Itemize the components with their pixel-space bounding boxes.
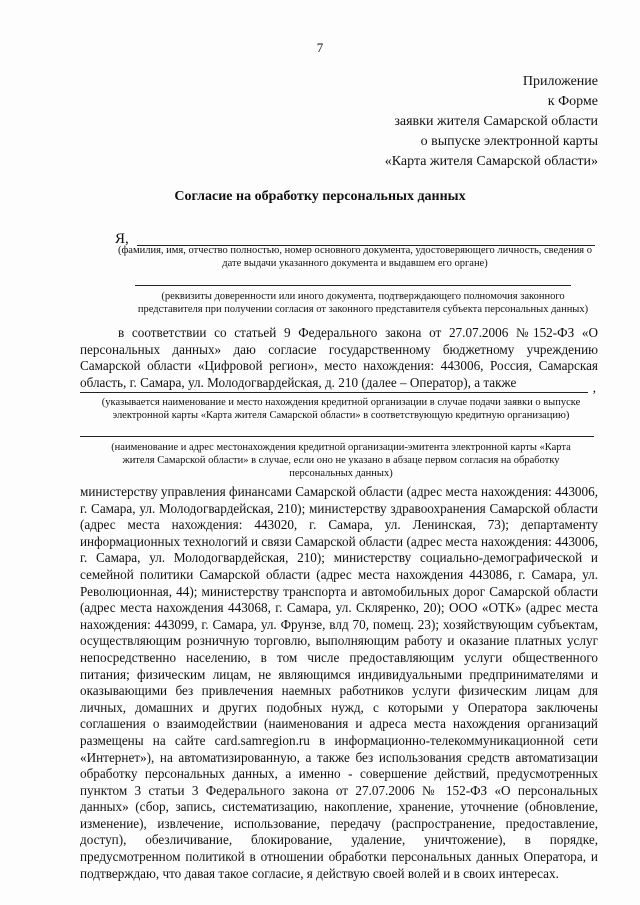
appendix-line-2: к Форме — [547, 94, 598, 109]
issuer-caption: (наименование и адрес местонахождения кредитной организации-эмитента электронной карты «Карта жителя Самарской области» в случае, если оно не указано в абзаце первом согласия на обработку персональных данных) — [111, 442, 571, 479]
appendix-line-5: «Карта жителя Самарской области» — [384, 154, 598, 169]
fio-caption: (фамилия, имя, отчество полностью, номер основного документа, удостоверяющего личность, сведения о дате выдачи указанного документа и выдавшем его органе) — [117, 245, 593, 269]
consent-body-text: министерству управления финансами Самарской области (адрес места нахождения: 443006, г. Самара, ул. Молодогвардейская, 210); министерству здравоохранения Самарской области (адрес места нахождения: 443020, г. Самара, ул. Ленинская, 73); департаменту информационных технологий и связи Самарской области (адрес места нахождения: 443006, г. Самара, ул. Молодогвардейская, 210); министерству социально-демографической и семейной политики Самарской области (адрес места нахождения 443086, г. Самара, ул. Революционная, 44); министерству транспорта и автомобильных дорог Самарской области (адрес места нахождения 443068, г. Самара, ул. Скляренко, 20); ООО «ОТК» (адрес места нахождения: 443099, г. Самара, ул. Фрунзе, влд 70, помещ. 23); хозяйствующим субъектам, осуществляющим розничную торговлю, выполняющим работу и оказание платных услуг непосредственно населению, в том числе предоставляющим услуги общественного питания; физическим лицам, не являющимся индивидуальными предпринимателями и оказывающими без привлечения наемных работников услуги физическим лицам для личных, домашних и других подобных нужд, с которыми у Оператора заключены соглашения о взаимодействии (наименования и адреса места нахождения организаций размещены на сайте card.samregion.ru в информационно-телекоммуникационной сети «Интернет»), на автоматизированную, а также без использования средств автоматизации обработку персональных данных, а именно - совершение действий, предусмотренных пунктом 3 статьи 3 Федерального закона от 27.07.2006 № 152-ФЗ «О персональных данных» (сбор, запись, систематизацию, накопление, хранение, уточнение (обновление, изменение), извлечение, использование, передачу (распространение, предоставление, доступ), обезличивание, блокирование, удаление, уничтожение), в порядке, предусмотренном политикой в отношении обработки персональных данных Оператора, и подтверждаю, что давая такое согласие, я действую своей волей и в своих интересах. — [80, 484, 598, 881]
appendix-line-4: о выпуске электронной карты — [420, 134, 598, 149]
credit-org-caption: (указывается наименование и место нахождения кредитной организации в случае подачи заявки о выпуске электронной карты «Карта жителя Самарской области» в соответствующую кредитную организацию) — [101, 397, 581, 421]
proxy-caption: (реквизиты доверенности или иного документа, подтверждающего полномочия законного представителя при получении согласия от законного представителя субъекта персональных данных) — [137, 291, 589, 315]
appendix-line-3: заявки жителя Самарской области — [394, 114, 598, 129]
page-number: 7 — [316, 40, 324, 55]
appendix-heading — [385, 72, 598, 172]
subject-ya-label: Я, — [115, 231, 129, 247]
consent-body-paragraph — [80, 484, 598, 882]
credit-org-blank-line — [80, 392, 588, 393]
operator-line-row — [80, 380, 598, 396]
document-title: Согласие на обработку персональных данных — [174, 189, 466, 204]
consent-opening-text: в соответствии со статьей 9 Федерального закона от 27.07.2006 №152-ФЗ «О персональных данных» даю согласие государственному бюджетному учреждению Самарской области «Цифровой регион», место нахождения: 443006, Россия, Самарская область, г. Самара, ул. Молодогвардейская, д. 210 (далее – Оператор), а также — [80, 325, 598, 390]
proxy-blank-line — [135, 285, 571, 286]
issuer-blank-line — [80, 436, 594, 437]
appendix-line-1: Приложение — [522, 74, 598, 89]
line-tail-comma: , — [592, 380, 596, 395]
